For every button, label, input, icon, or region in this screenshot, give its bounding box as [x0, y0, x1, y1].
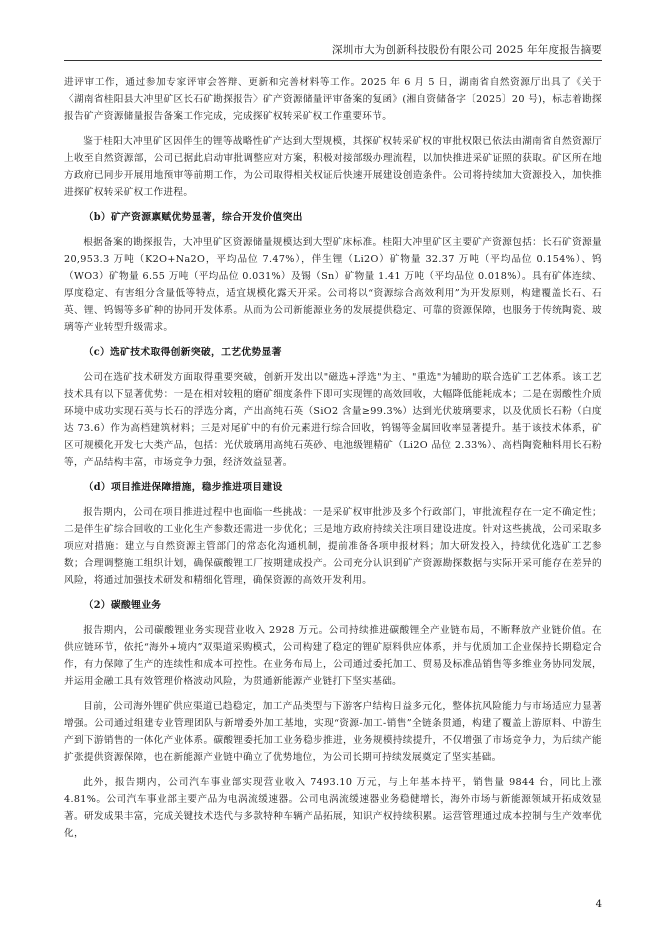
section-c-heading: （c）选矿技术取得创新突破，工艺优势显著 [83, 347, 282, 358]
paragraph-intro: 进评审工作，通过参加专家评审会答辩、更新和完善材料等工作。2025 年 6 月 5 日，湖南省自然资源厅出具了《关于〈湖南省桂阳县大冲里矿区长石矿勘探报告〉矿产资源储量评审备案的复函》(湘自资储备字〔2025〕20 号)，标志着勘探报告矿产资源储量报告备案工作完成，完成探矿权转采矿权工作重要环节。 [64, 77, 602, 122]
section-2-heading: （2）碳酸锂业务 [83, 600, 162, 611]
document-body [64, 74, 602, 850]
paragraph-approval: 鉴于桂阳大冲里矿区因伴生的锂等战略性矿产达到大型规模，其探矿权转采矿权的审批权限已依法由湖南省自然资源厅上收至自然资源部，公司已据此启动审批调整应对方案，积极对接部级办理流程，以加快推进采矿证照的获取。矿区所在地方政府已同步开展用地预审等前期工作，为公司取得相关权证后快速开展建设创造条件。公司将持续加大资源投入，加快推进探矿权转采矿权工作进程。 [64, 136, 602, 198]
section-b-heading: （b）矿产资源禀赋优势显著，综合开发价值突出 [83, 212, 303, 223]
section-b-body: 根据备案的勘探报告，大冲里矿区资源储量规模达到大型矿床标准。桂阳大冲里矿区主要矿产资源包括：长石矿资源量 20,953.3 万吨（K2O+Na2O，平均品位 7.47%），伴生锂（Li2O）矿物量 32.37 万吨（平均品位 0.154%）、钨（WO3）矿物量 6.55 万吨（平均品位 0.031%）及锡（Sn）矿物量 1.41 万吨（平均品位 0.018%）。具有矿体连续、厚度稳定、有害组分含量低等特点，适宜规模化露天开采。公司将以“资源综合高效利用”为开发原则，构建覆盖长石、石英、锂、钨锡等多矿种的协同开发体系。从而为公司新能源业务的发展提供稳定、可靠的资源保障，也服务于传统陶瓷、玻璃等产业转型升级需求。 [64, 237, 602, 333]
section-c-body: 公司在选矿技术研发方面取得重要突破，创新开发出以"磁选+浮选"为主、"重选"为辅助的联合选矿工艺体系。该工艺技术具有以下显著优势：一是在相对较粗的磨矿细度条件下即可实现锂的高效回收，大幅降低能耗成本；二是在弱酸性介质环境中成功实现石英与长石的浮选分离，产出高纯石英（SiO2 含量≥99.3%）达到光伏玻璃要求，以及优质长石粉（白度达 73.6）作为高档建筑材料；三是对尾矿中的有价元素进行综合回收，钨锡等金属回收率显著提升。基于该技术体系，矿区可规模化开发七大类产品，包括：光伏玻璃用高纯石英砂、电池级锂精矿（Li2O 品位 2.33%）、高档陶瓷釉料用长石粉等，产品结构丰富，市场竞争力强，经济效益显著。 [64, 372, 602, 468]
section-2-paragraph: 目前，公司海外锂矿供应渠道已趋稳定，加工产品类型与下游客户结构日益多元化，整体抗风险能力与市场适应力显著增强。公司通过组建专业管理团队与新增委外加工基地，实现“资源-加工-销售”全链条贯通，构建了覆盖上游原料、中游生产到下游销售的一体化产业体系。碳酸锂委托加工业务稳步推进，业务规模持续提升，不仅增强了市场竞争力，为后续产能扩张提供资源保障，也在新能源产业链中确立了优势地位，为公司长期可持续发展奠定了坚实基础。 [64, 701, 602, 763]
page-number: 4 [595, 899, 602, 910]
section-2-paragraph: 此外，报告期内，公司汽车事业部实现营业收入 7493.10 万元，与上年基本持平，销售量 9844 台，同比上涨 4.81%。公司汽车事业部主要产品为电涡流缓速器。公司电涡流缓速器业务稳健增长，海外市场与新能源领域开拓成效显著。研发成果丰富，完成关键技术迭代与多款特种车辆产品拓展，知识产权持续积累。运营管理通过成本控制与生产效率优化， [64, 777, 602, 839]
page-header [64, 38, 602, 61]
section-d-body: 报告期内，公司在项目推进过程中也面临一些挑战：一是采矿权审批涉及多个行政部门，审批流程存在一定不确定性；二是伴生矿综合回收的工业化生产参数还需进一步优化；三是地方政府持续关注项目建设进度。针对这些挑战，公司采取多项应对措施：建立与自然资源主管部门的常态化沟通机制，提前准备各项申报材料；加大研发投入，持续优化选矿工艺参数；合理调整施工组织计划，确保碳酸锂工厂按期建成投产。公司充分认识到矿产资源勘探数据与实际开采可能存在差异的风险，将通过加强技术研发和精细化管理，确保资源的高效开发利用。 [64, 507, 602, 586]
section-d-heading: （d）项目推进保障措施，稳步推进项目建设 [83, 482, 283, 493]
header-title: 深圳市大为创新科技股份有限公司 2025 年年度报告摘要 [332, 44, 602, 56]
section-2-paragraph: 报告期内，公司碳酸锂业务实现营业收入 2928 万元。公司持续推进碳酸锂全产业链布局，不断释放产业链价值。在供应链环节，依托“海外+境内”双渠道采购模式，公司构建了稳定的锂矿原料供应体系，并与优质加工企业保持长期稳定合作，有力保障了生产的连续性和成本可控性。在业务布局上，公司通过委托加工、贸易及标准品销售等多维业务协同发展，并运用金融工具有效管理价格波动风险，为贯通新能源产业链打下坚实基础。 [64, 625, 602, 687]
